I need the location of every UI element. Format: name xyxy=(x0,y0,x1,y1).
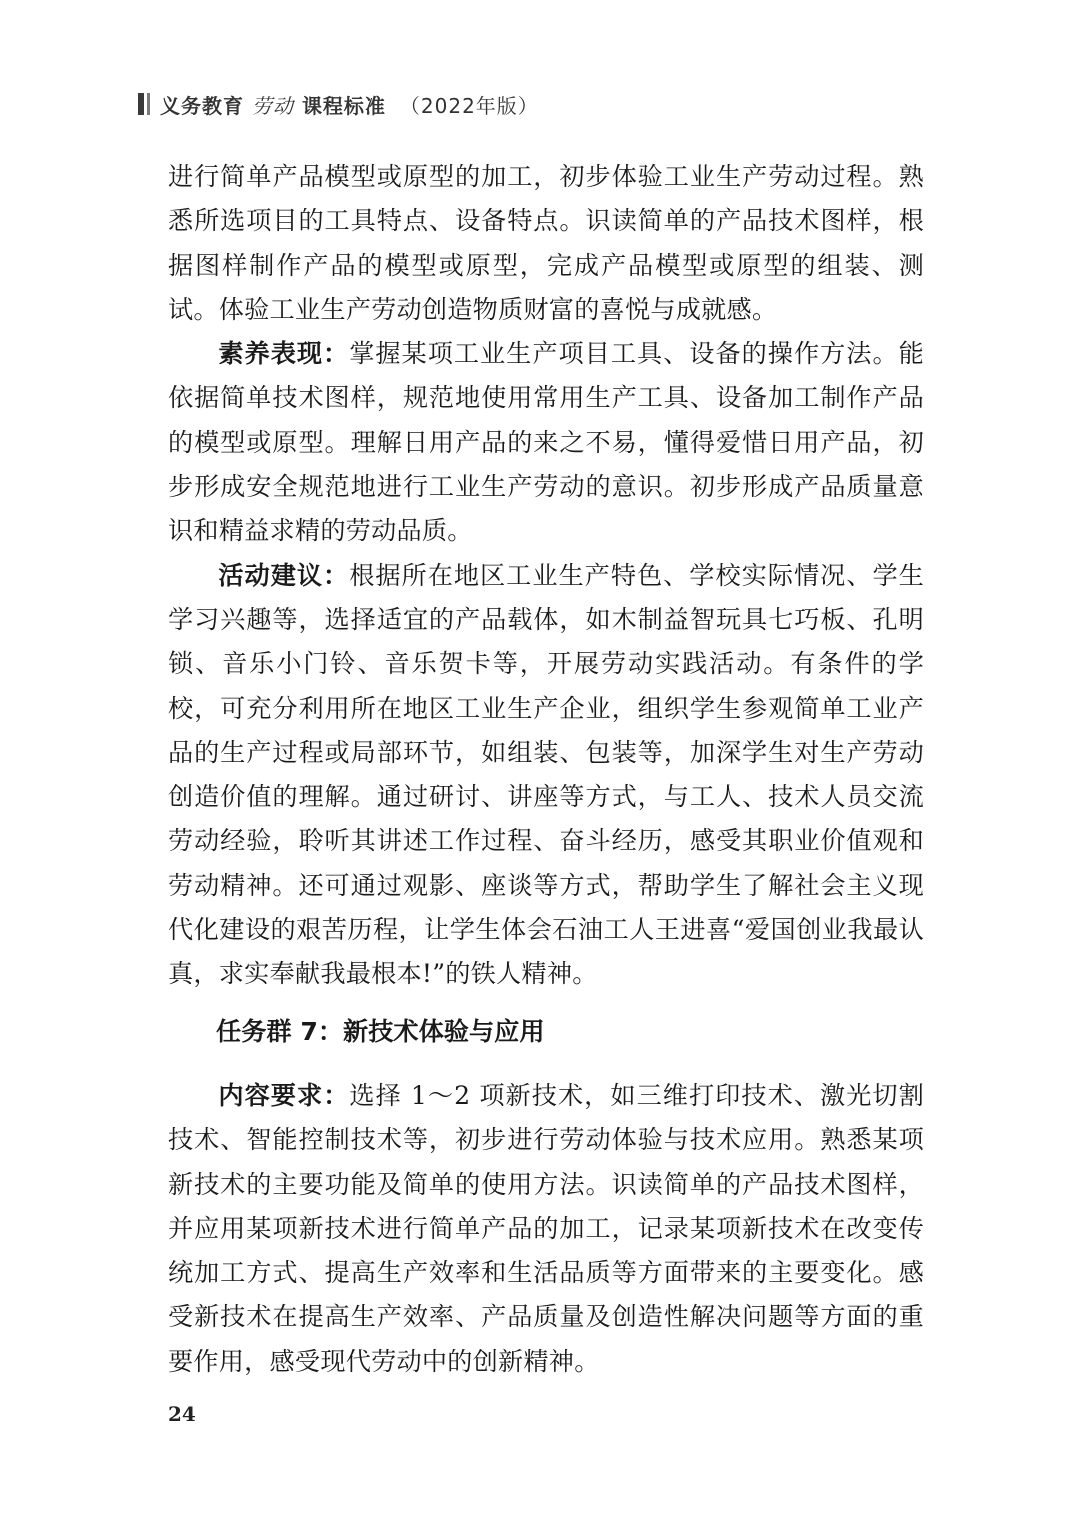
paragraph-activity-suggestions xyxy=(168,554,924,997)
body-text xyxy=(168,155,924,997)
header-standard: 课程标准 xyxy=(301,93,386,118)
paragraph-continuation xyxy=(168,155,924,332)
paragraph-literacy-performance xyxy=(168,332,924,553)
header-bar-icon xyxy=(138,92,150,116)
paragraph-text: 掌握某项工业生产项目工具、设备的操作方法。能依据简单技术图样，规范地使用常用生产工具、设备加工制作产品的模型或原型。理解日用产品的来之不易，懂得爱惜日用产品，初步形成安全规范地进行工业生产劳动的意识。初步形成产品质量意识和精益求精的劳动品质。 xyxy=(168,339,924,546)
body-text-section xyxy=(168,1074,924,1384)
paragraph-text: 根据所在地区工业生产特色、学校实际情况、学生学习兴趣等，选择适宜的产品载体，如木制益智玩具七巧板、孔明锁、音乐小门铃、音乐贺卡等，开展劳动实践活动。有条件的学校，可充分利用所在地区工业生产企业，组织学生参观简单工业产品的生产过程或局部环节，如组装、包装等，加深学生对生产劳动创造价值的理解。通过研讨、讲座等方式，与工人、技术人员交流劳动经验，聆听其讲述工作过程、奋斗经历，感受其职业价值观和劳动精神。还可通过观影、座谈等方式，帮助学生了解社会主义现代化建设的艰苦历程，让学生体会石油工人王进喜“爱国创业我最认真，求实奉献我最根本!”的铁人精神。 xyxy=(168,560,924,989)
paragraph-content-requirements xyxy=(168,1074,924,1384)
running-header xyxy=(138,88,539,120)
header-edition: （2022年版） xyxy=(399,93,539,118)
paragraph-text: 进行简单产品模型或原型的加工，初步体验工业生产劳动过程。熟悉所选项目的工具特点、设备特点。识读简单的产品技术图样，根据图样制作产品的模型或原型，完成产品模型或原型的组装、测试。体验工业生产劳动创造物质财富的喜悦与成就感。 xyxy=(168,162,924,324)
paragraph-text: 选择 1～2 项新技术，如三维打印技术、激光切割技术、智能控制技术等，初步进行劳动体验与技术应用。熟悉某项新技术的主要功能及简单的使用方法。识读简单的产品技术图样，并应用某项新技术进行简单产品的加工，记录某项新技术在改变传统加工方式、提高生产效率和生活品质等方面带来的主要变化。感受新技术在提高生产效率、产品质量及创造性解决问题等方面的重要作用，感受现代劳动中的创新精神。 xyxy=(168,1081,924,1376)
header-subject: 劳动 xyxy=(251,93,294,118)
paragraph-lead: 内容要求： xyxy=(218,1081,350,1110)
header-book-title: 义务教育 xyxy=(160,93,244,118)
page-number: 24 xyxy=(168,1402,196,1426)
paragraph-lead: 活动建议： xyxy=(218,560,350,590)
section-heading: 任务群 7：新技术体验与应用 xyxy=(216,1017,545,1046)
paragraph-lead: 素养表现： xyxy=(218,339,350,369)
header-title xyxy=(160,90,539,119)
